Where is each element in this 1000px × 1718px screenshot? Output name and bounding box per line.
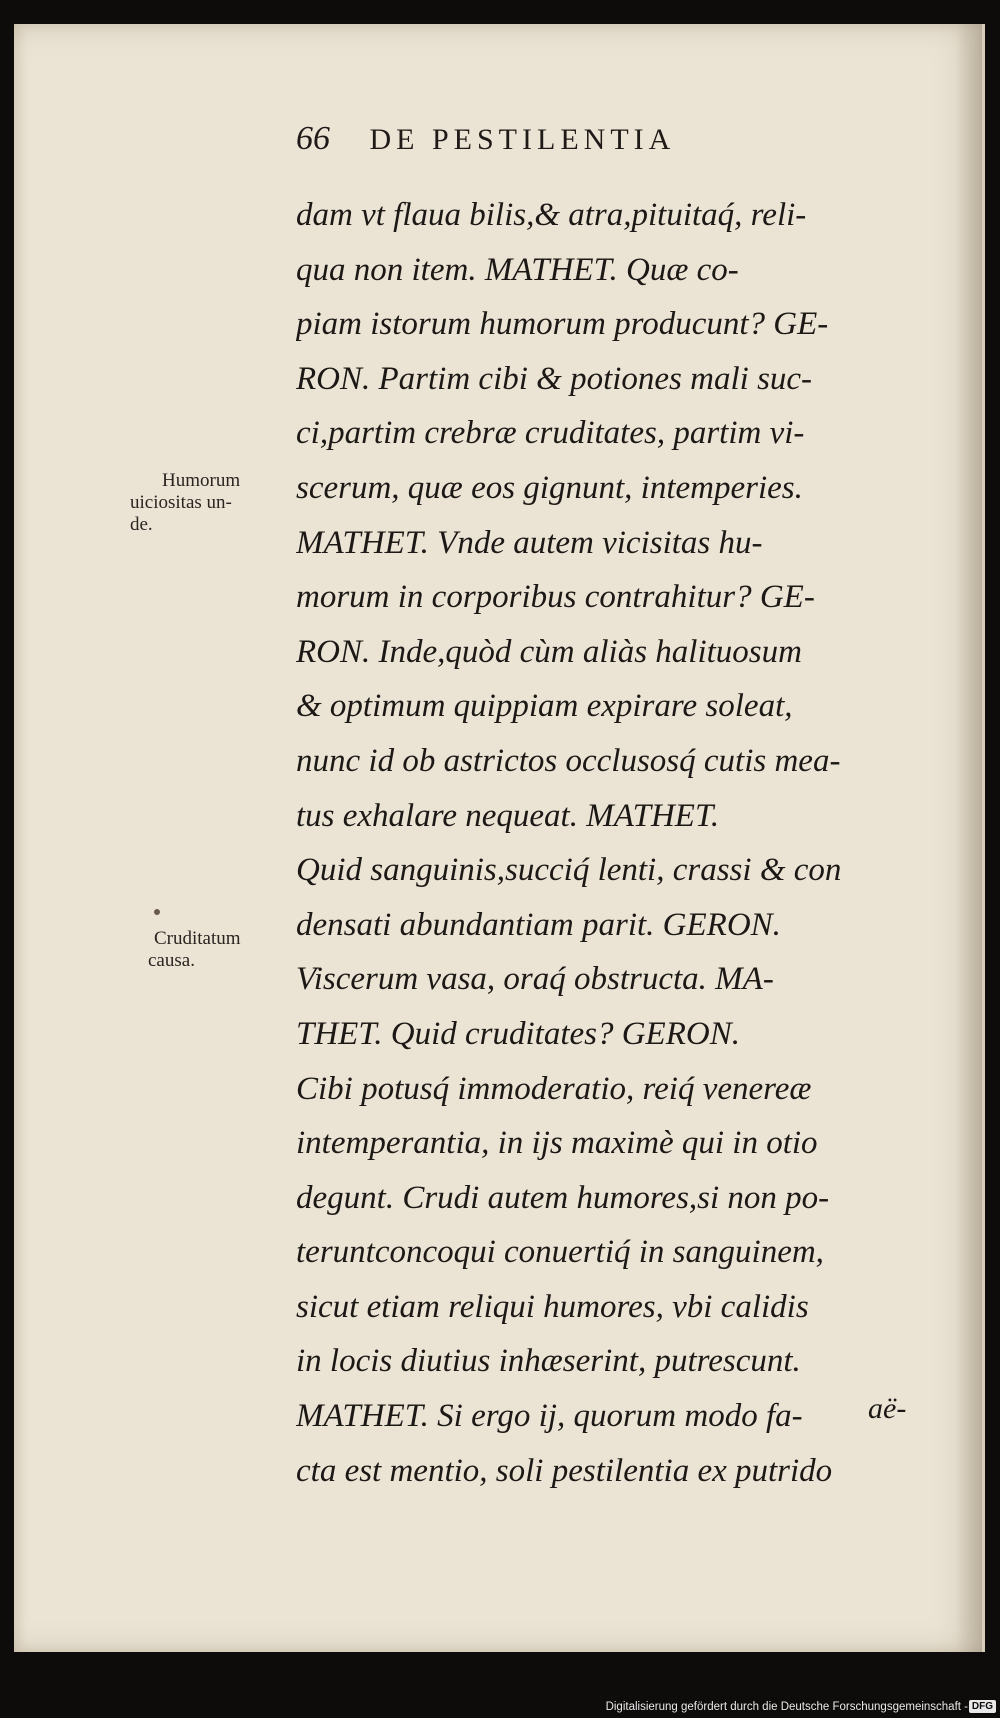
marginal-note-cruditates bbox=[148, 928, 288, 972]
marginal-note-line: causa. bbox=[148, 950, 195, 971]
marginal-note-line: uiciositas un- bbox=[130, 492, 232, 513]
digitization-credit bbox=[605, 1700, 993, 1714]
text-line: nunc id ob astrictos occlusosq́ cutis mea- bbox=[296, 742, 841, 779]
text-line: MATHET. Si ergo ij, quorum modo fa- bbox=[296, 1398, 803, 1435]
running-title: DE PESTILENTIA bbox=[369, 123, 676, 156]
text-line: tus exhalare nequeat. MATHET. bbox=[296, 797, 720, 834]
text-line: RON. Partim cibi & potiones mali suc- bbox=[296, 360, 813, 397]
catchword: aë- bbox=[868, 1392, 907, 1425]
text-line: cta est mentio, soli pestilentia ex putrido bbox=[296, 1452, 833, 1489]
text-line: Cibi potusq́ immoderatio, reiq́ venereæ bbox=[296, 1070, 812, 1107]
marginal-note-line: Cruditatum bbox=[154, 928, 241, 949]
text-line: densati abundantiam parit. GERON. bbox=[296, 906, 781, 943]
text-line: dam vt flaua bilis,& atra,pituitaq́, reli- bbox=[296, 197, 807, 233]
text-line: RON. Inde,quòd cùm aliàs halituosum bbox=[296, 633, 802, 670]
page-edge-shadow bbox=[956, 24, 982, 1652]
marginal-note-line: de. bbox=[130, 514, 153, 535]
marginal-note-humors bbox=[130, 470, 290, 536]
text-line: ci,partim crebræ cruditates, partim vi- bbox=[296, 415, 805, 452]
text-line: Quid sanguinis,succiq́ lenti, crassi & con bbox=[296, 852, 842, 889]
text-line: scerum, quæ eos gignunt, intemperies. bbox=[296, 469, 803, 506]
text-line: morum in corporibus contrahitur? GE- bbox=[296, 579, 815, 616]
credit-text: Digitalisierung gefördert durch die Deutsche Forschungsgemeinschaft - bbox=[605, 1701, 968, 1713]
dfg-logo: DFG bbox=[969, 1700, 996, 1713]
text-line: intemperantia, in ijs maximè qui in otio bbox=[296, 1125, 818, 1162]
text-line: THET. Quid cruditates? GERON. bbox=[296, 1015, 740, 1052]
text-line: Viscerum vasa, oraq́ obstructa. MA- bbox=[296, 961, 774, 998]
page-number: 66 bbox=[296, 120, 330, 157]
text-line: sicut etiam reliqui humores, vbi calidis bbox=[296, 1288, 809, 1325]
text-line: degunt. Crudi autem humores,si non po- bbox=[296, 1179, 830, 1216]
text-line: piam istorum humorum producunt? GE- bbox=[296, 306, 829, 343]
text-line: in locis diutius inhæserint, putrescunt. bbox=[296, 1343, 801, 1380]
main-text bbox=[296, 188, 932, 1498]
page-header bbox=[296, 120, 856, 158]
marginal-note-line: Humorum bbox=[162, 470, 241, 491]
text-line: & optimum quippiam expirare soleat, bbox=[296, 688, 793, 725]
text-line: MATHET. Vnde autem vicisitas hu- bbox=[296, 524, 763, 561]
text-line: qua non item. MATHET. Quæ co- bbox=[296, 251, 739, 288]
ink-dot bbox=[154, 909, 160, 915]
text-line: teruntconcoqui conuertiq́ in sanguinem, bbox=[296, 1234, 824, 1271]
